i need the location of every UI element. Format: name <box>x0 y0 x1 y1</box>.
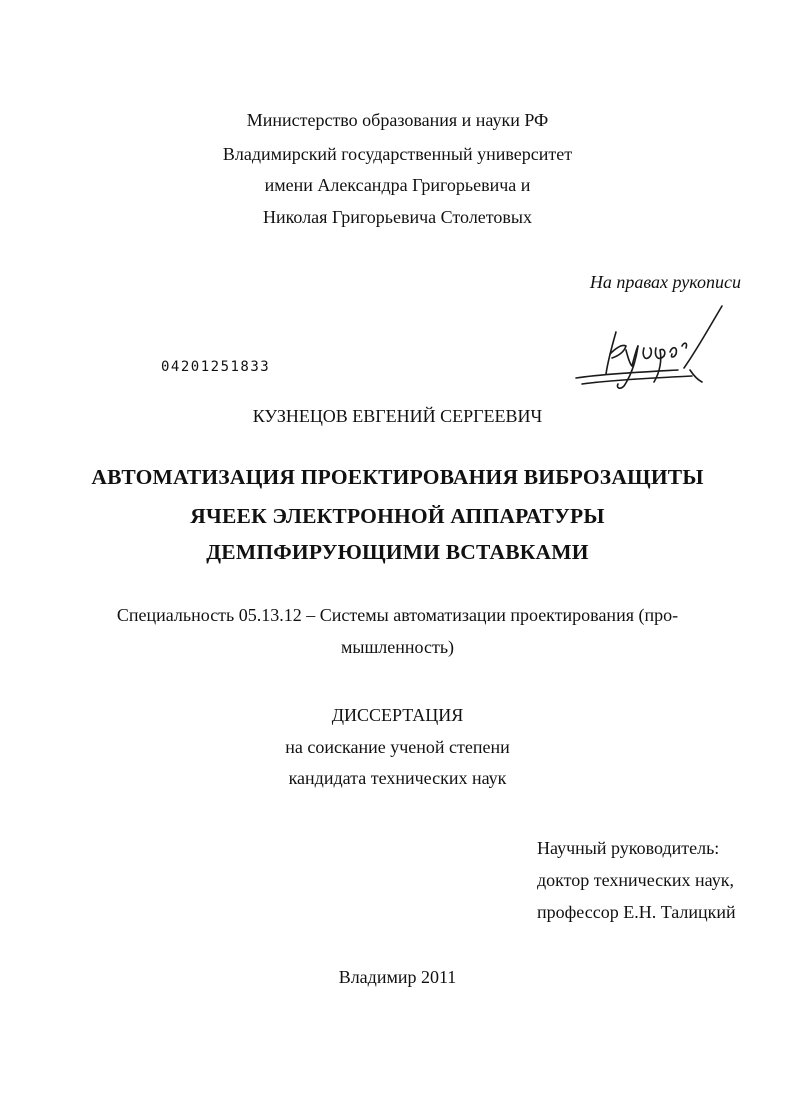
supervisor-name: профессор Е.Н. Талицкий <box>537 902 736 922</box>
registration-code: 04201251833 <box>161 359 271 375</box>
author-name: КУЗНЕЦОВ ЕВГЕНИЙ СЕРГЕЕВИЧ <box>252 406 543 426</box>
dissertation-type: ДИССЕРТАЦИЯ <box>331 705 464 725</box>
ministry-line: Министерство образования и науки РФ <box>246 110 549 130</box>
manuscript-rights: На правах рукописи <box>589 272 741 292</box>
university-line-1: Владимирский государственный университет <box>222 144 573 164</box>
supervisor-degree: доктор технических наук, <box>537 870 734 890</box>
specialty-line-1: Специальность 05.13.12 – Системы автоматизации проектирования (про- <box>116 605 679 625</box>
city-year: Владимир 2011 <box>338 967 457 987</box>
title-line-1: АВТОМАТИЗАЦИЯ ПРОЕКТИРОВАНИЯ ВИБРОЗАЩИТЫ <box>91 465 704 489</box>
author-signature <box>572 302 732 394</box>
supervisor-label: Научный руководитель: <box>537 838 720 858</box>
university-line-2: имени Александра Григорьевича и <box>264 175 531 195</box>
specialty-line-2: мышленность) <box>340 637 455 657</box>
degree-purpose-line-1: на соискание ученой степени <box>285 737 510 757</box>
title-line-2: ЯЧЕЕК ЭЛЕКТРОННОЙ АППАРАТУРЫ <box>190 504 605 528</box>
university-line-3: Николая Григорьевича Столетовых <box>262 207 533 227</box>
title-line-3: ДЕМПФИРУЮЩИМИ ВСТАВКАМИ <box>206 540 589 564</box>
degree-purpose-line-2: кандидата технических наук <box>288 768 507 788</box>
